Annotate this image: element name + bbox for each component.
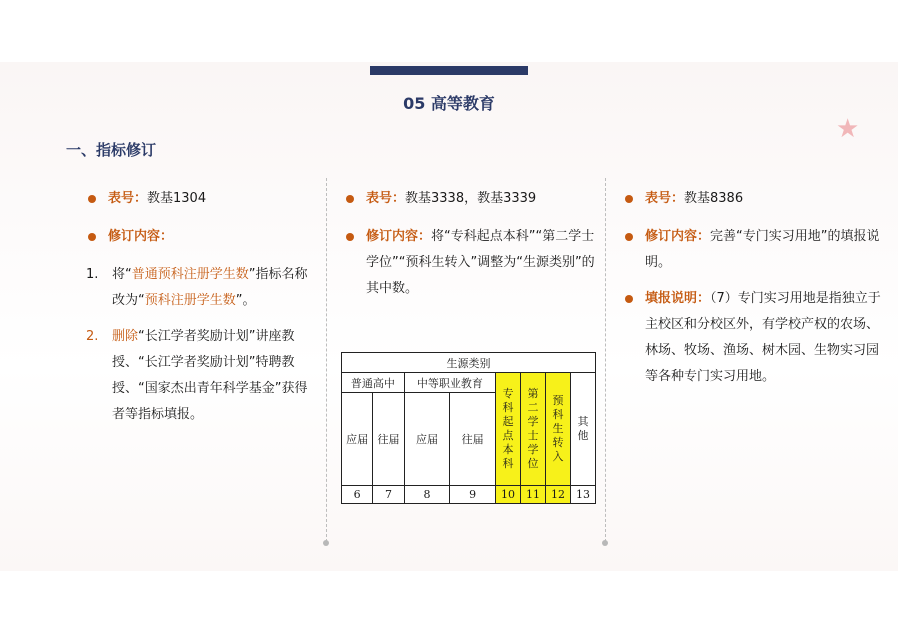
table-header: 生源类别 [342,353,596,373]
fill-instructions-label: 填报说明： [645,291,711,306]
divider-dot [602,540,608,546]
table-number-label: 表号： [108,191,148,206]
revision-text: 将“专科起点本科”“第二学士学位”“预科生转入”调整为“生源类别”的其中数。 [366,229,595,296]
table-cell [571,373,596,486]
table-number-row [623,186,883,212]
source-category-table [341,352,596,504]
table-cell [521,373,546,486]
table-group-header: 普通高中 [342,373,405,393]
table-cell [496,373,521,486]
table-number: 教基3338，教基3339 [405,191,537,206]
table-cell: 应届 [342,393,373,486]
table-number-row [344,186,596,212]
column-divider [326,178,327,542]
revision-label: 修订内容： [108,229,174,244]
item-number: 2. [86,329,99,344]
table-cell: 8 [404,485,450,503]
table-cell-text: 预科生转入 [552,393,564,463]
fill-instructions-row [623,286,883,390]
column-divider [605,178,606,542]
bullet-icon [346,233,354,241]
bullet-icon [88,195,96,203]
table-cell-text: 第二学士学位 [527,386,539,470]
table-cell [546,373,571,486]
item-text: “长江学者奖励计划”讲座教授、“长江学者奖励计划”特聘教授、“国家杰出青年科学基金”获得者等指标填报。 [112,329,308,422]
revision-text: 完善“专门实习用地”的填报说明。 [645,229,880,270]
column-3 [623,186,883,390]
table-group-header: 中等职业教育 [404,373,495,393]
revision-row [623,224,883,276]
table-cell: 13 [571,485,596,503]
table-cell: 12 [546,485,571,503]
revision-row [344,224,596,302]
table-number: 教基8386 [684,191,744,206]
item-number: 1. [86,267,99,282]
revision-label: 修订内容： [645,229,711,244]
table-cell: 9 [450,485,496,503]
table-cell: 10 [496,485,521,503]
table-number-label: 表号： [645,191,685,206]
table-number-label: 表号： [366,191,406,206]
table-cell-text: 其他 [577,414,589,442]
bullet-icon [625,195,633,203]
section-heading: 一、指标修订 [66,141,157,159]
highlight-text: 预科注册学生数 [144,293,236,308]
page-title: 05 高等教育 [403,94,495,113]
table-cell-text: 专科起点本科 [502,386,514,470]
column-2 [344,186,596,302]
table-cell: 往届 [450,393,496,486]
table-cell: 6 [342,485,373,503]
table-cell: 应届 [404,393,450,486]
item-text: 将“ [112,267,132,282]
list-item [86,262,311,314]
divider-dot [323,540,329,546]
title-accent-bar [370,66,528,75]
item-text: ”。 [235,293,256,308]
revision-row [86,224,316,250]
bullet-icon [88,233,96,241]
table-number-row [86,186,316,212]
column-1 [86,186,316,250]
star-icon: ★ [836,114,860,144]
column-1-items [86,262,311,428]
table-cell: 11 [521,485,546,503]
bullet-icon [625,233,633,241]
bullet-icon [346,195,354,203]
item-text: ”指标名称改为“ [112,267,308,308]
revision-label: 修订内容： [366,229,432,244]
bullet-icon [625,295,633,303]
highlight-text: 删除 [112,329,139,344]
highlight-text: 普通预科注册学生数 [131,267,249,282]
table-number: 教基1304 [147,191,207,206]
table-cell: 7 [373,485,404,503]
fill-instructions-text: （7）专门实习用地是指独立于主校区和分校区外，有学校产权的农场、林场、牧场、渔场、树木园、生物实习园等各种专门实习用地。 [645,291,881,384]
table-cell: 往届 [373,393,404,486]
list-item [86,324,311,428]
